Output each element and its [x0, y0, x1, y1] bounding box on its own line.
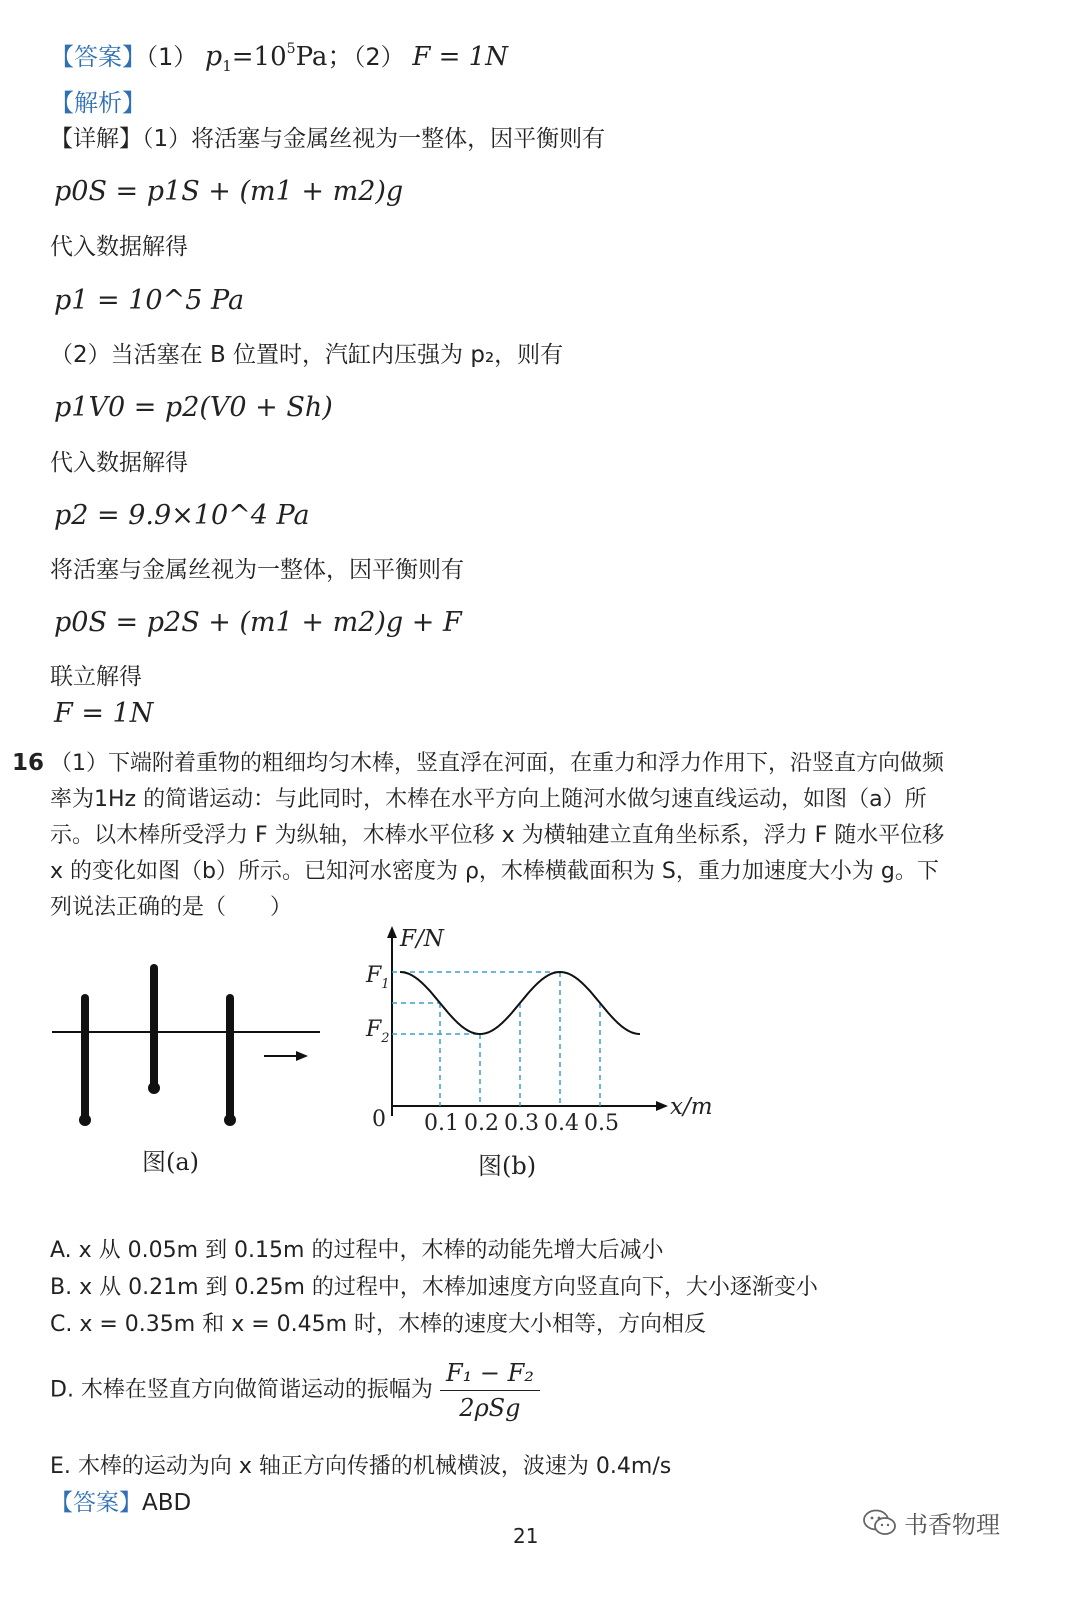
option-b-label: B.	[50, 1275, 73, 1300]
rod-3-weight	[224, 1114, 236, 1126]
page-number: 21	[513, 1524, 539, 1548]
option-a-text: x 从 0.05m 到 0.15m 的过程中，木棒的动能先增大后减小	[71, 1238, 664, 1263]
x-tick-label: 0.2	[464, 1111, 499, 1136]
x-tick-label: 0.1	[424, 1111, 459, 1136]
option-e-text: 木棒的运动为向 x 轴正方向传播的机械横波，波速为 0.4m/s	[70, 1454, 672, 1479]
answer-p1-unit: Pa；	[295, 42, 354, 72]
figure-b-caption: 图(b)	[478, 1152, 537, 1180]
origin-label: 0	[372, 1107, 386, 1132]
y-axis-arrow	[387, 926, 397, 938]
option-d-label: D.	[50, 1377, 74, 1403]
answer-line-15	[50, 34, 508, 81]
question-number: 16	[12, 750, 45, 776]
answer-part1: （1）	[146, 43, 198, 71]
answer-F: F = 1N	[412, 42, 508, 72]
answer-p1-eq: =10	[231, 42, 287, 72]
answer-part2: （2）	[353, 43, 405, 71]
watermark-text: 书香物理	[904, 1511, 1000, 1539]
figure-a-caption: 图(a)	[142, 1148, 200, 1176]
x-tick-label: 0.3	[504, 1111, 539, 1136]
F1-label: $F_1$	[366, 963, 390, 992]
option-c-label: C.	[50, 1312, 73, 1337]
x-tick-label: 0.5	[584, 1111, 619, 1136]
fraction-denominator: 2ρSg	[459, 1394, 521, 1422]
x-axis-arrow	[656, 1101, 668, 1111]
option-e-label: E.	[50, 1454, 71, 1479]
question-line-5: 列说法正确的是（ ）	[50, 895, 293, 920]
question-line-1: （1）下端附着重物的粗细均匀木棒，竖直浮在河面，在重力和浮力作用下，沿竖直方向做频	[50, 751, 945, 776]
fraction-numerator: F₁ − F₂	[440, 1358, 540, 1391]
substitute-text-1: 代入数据解得	[50, 234, 188, 260]
part2-text: （2）当活塞在 B 位置时，汽缸内压强为 p₂，则有	[50, 342, 564, 368]
option-d	[50, 1358, 540, 1423]
y-axis-label: F/N	[400, 926, 444, 952]
question-16-text	[50, 746, 1040, 926]
flow-arrow-head	[296, 1051, 308, 1061]
option-e	[50, 1452, 671, 1482]
detail-label: 【详解】	[50, 126, 142, 152]
equation-6: F = 1N	[54, 698, 154, 729]
question-line-2: 率为1Hz 的简谐运动：与此同时，木棒在水平方向上随河水做匀速直线运动，如图（a）所	[50, 787, 927, 812]
watermark	[862, 1505, 1000, 1540]
answer-p1-exp: 5	[286, 41, 296, 57]
question-line-3: 示。以木棒所受浮力 F 为纵轴，木棒水平位移 x 为横轴建立直角坐标系，浮力 F 随水平位移	[50, 823, 945, 848]
equation-4: p2 = 9.9×10^4 Pa	[54, 500, 310, 531]
guide-dashed-lines	[392, 972, 600, 1106]
answer-line-16	[50, 1488, 191, 1518]
substitute-text-2: 代入数据解得	[50, 450, 188, 476]
equation-3: p1V0 = p2(V0 + Sh)	[54, 392, 333, 423]
rod-1-weight	[79, 1114, 91, 1126]
option-a-label: A.	[50, 1238, 72, 1263]
answer-16-label: 【答案】	[50, 1490, 142, 1516]
whole-text: 将活塞与金属丝视为一整体，因平衡则有	[50, 557, 464, 583]
option-b-text: x 从 0.21m 到 0.25m 的过程中，木棒加速度方向竖直向下，大小逐渐变小	[72, 1275, 818, 1300]
analysis-label: 【解析】	[50, 89, 146, 117]
question-line-4: x 的变化如图（b）所示。已知河水密度为 ρ，木棒横截面积为 S，重力加速度大小为 g。下	[50, 859, 939, 884]
answer-16-value: ABD	[142, 1490, 192, 1516]
option-c-text: x = 0.35m 和 x = 0.45m 时，木棒的速度大小相等，方向相反	[72, 1312, 707, 1337]
equation-1: p0S = p1S + (m1 + m2)g	[54, 176, 404, 207]
x-tick-labels	[424, 1111, 619, 1136]
figure-a	[40, 950, 380, 1210]
F2-label: $F_2$	[366, 1017, 390, 1046]
answer-p1: $p_1$	[204, 41, 232, 75]
option-d-text: 木棒在竖直方向做简谐运动的振幅为	[73, 1377, 433, 1403]
equation-2: p1 = 10^5 Pa	[54, 285, 245, 316]
x-tick-label: 0.4	[544, 1111, 579, 1136]
option-a	[50, 1236, 663, 1266]
option-c	[50, 1310, 706, 1340]
rod-2-weight	[148, 1082, 160, 1094]
wechat-icon	[862, 1508, 898, 1538]
answer-label: 【答案】	[50, 43, 146, 71]
equation-5: p0S = p2S + (m1 + m2)g + F	[54, 607, 462, 638]
combine-text: 联立解得	[50, 664, 142, 690]
detail-text: （1）将活塞与金属丝视为一整体，因平衡则有	[142, 126, 606, 152]
x-axis-label: x/m	[670, 1094, 713, 1120]
detail-line	[50, 124, 605, 154]
option-b	[50, 1273, 818, 1303]
figure-b-chart	[360, 920, 720, 1180]
amplitude-fraction	[440, 1358, 540, 1423]
